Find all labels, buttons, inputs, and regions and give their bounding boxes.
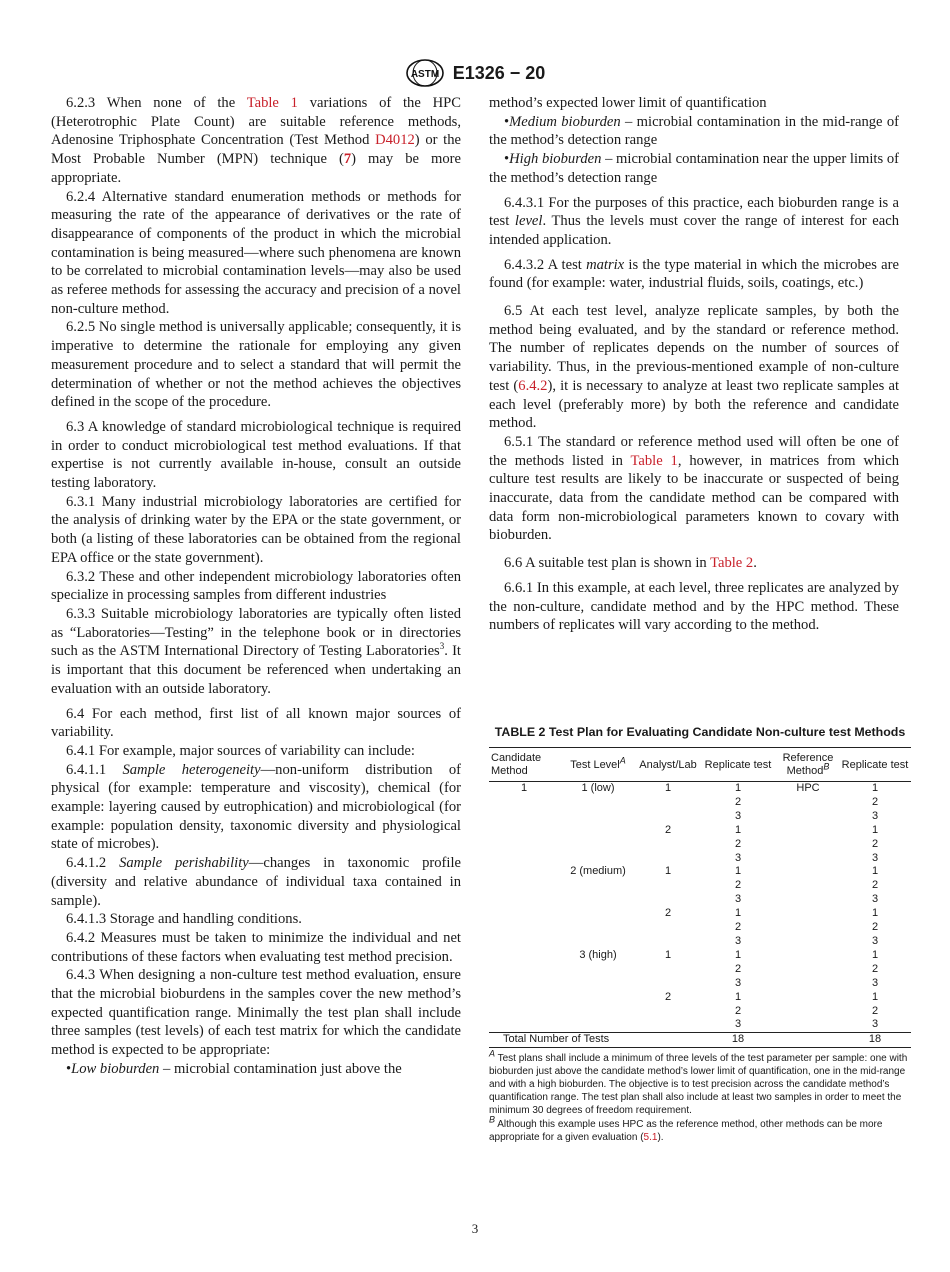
para-6-6-1: 6.6.1 In this example, at each level, three replicates are analyzed by the non-culture, candidate method and by the HPC method. These numbers of replicates will vary according to the method.: [489, 579, 899, 634]
table-total-row: [489, 1033, 911, 1048]
para-6-4-2: 6.4.2 Measures must be taken to minimize the individual and net contributions of these factors when evaluating test method precision.: [51, 929, 461, 965]
cell-candidate: [489, 991, 559, 1005]
table-row: [489, 796, 911, 810]
test-plan-table: [489, 747, 911, 1048]
cell-test-level: [559, 963, 637, 977]
cell-reference: [777, 991, 839, 1005]
cell-replicate-2: 2: [871, 1004, 879, 1017]
bullet-low-bioburden-cont: method’s expected lower limit of quantification: [489, 95, 767, 111]
header-replicate-test: Replicate test: [699, 748, 777, 782]
cell-test-level: [559, 838, 637, 852]
cell-replicate-2: 3: [871, 893, 879, 906]
total-reference: 18: [839, 1033, 911, 1048]
table-row: [489, 893, 911, 907]
cell-test-level: 1 (low): [581, 782, 615, 794]
table-2-title: TABLE 2 Test Plan for Evaluating Candidate Non-culture test Methods: [494, 725, 906, 739]
para-6-4-3: 6.4.3 When designing a non-culture test method evaluation, ensure that the microbial bioburdens in the samples cover the new method’s expected quantification range. Minimally the test plan shall include three samples (test levels) of each test matrix for which the candidate method is expected to be appropriate:: [51, 967, 461, 1059]
footnote-a: $^A$ Test plans shall include a minimum of three levels of the test parameter per sample: one with bioburden just above the candidate method’s lower limit of quantification, one in the mid-range and with a high bioburden. The objective is to test precision across the candidate method’s quantification range. The test plan shall also include at least two samples in order to meet the minimum 30 degrees of freedom requirement.: [489, 1048, 908, 1117]
cell-candidate: [489, 963, 559, 977]
table-row: [489, 782, 911, 796]
cell-candidate: [489, 852, 559, 866]
cell-analyst: [637, 977, 699, 991]
cell-test-level: [559, 879, 637, 893]
cell-replicate-2: 2: [871, 962, 879, 975]
cell-test-level: [559, 1018, 637, 1032]
cell-replicate: 1: [734, 907, 742, 920]
header-candidate-method: Candidate Method: [489, 748, 559, 782]
table-2: [489, 725, 911, 1145]
cell-replicate-2: 1: [871, 948, 879, 961]
table-row: [489, 949, 911, 963]
cell-test-level: [559, 1005, 637, 1019]
header-reference-method: Reference Method$^B$: [777, 748, 839, 782]
cell-analyst: 1: [664, 865, 672, 878]
cell-replicate: 1: [734, 782, 742, 794]
cell-replicate: 1: [734, 948, 742, 961]
page-header: [0, 58, 950, 88]
cell-candidate: [489, 949, 559, 963]
cell-reference: [777, 1005, 839, 1019]
bullet-medium-bioburden: •Medium bioburden – microbial contamination in the mid-range of the method’s detection range: [489, 113, 900, 149]
cell-candidate: [489, 810, 559, 824]
cell-analyst: 2: [664, 990, 672, 1003]
table-row: [489, 838, 911, 852]
cell-replicate: 1: [734, 865, 742, 878]
footnote-b: $^B$ Although this example uses HPC as the reference method, other methods can be more appropriate for a given evaluation (5.1).: [489, 1114, 883, 1144]
para-6-5-1: 6.5.1 The standard or reference method used will often be one of the methods listed in Table 1, however, in matrices from which culture test results are likely to be inaccurate or suspected of being inaccurate, data from the candidate method can be compared with data form non-microbiological parameters known to covary with bioburden.: [489, 433, 899, 544]
cell-replicate-2: 3: [871, 1018, 879, 1031]
cell-replicate-2: 3: [871, 809, 879, 822]
header-analyst-lab: Analyst/Lab: [637, 748, 699, 782]
cell-reference: HPC: [796, 782, 820, 794]
cell-test-level: 2 (medium): [570, 865, 626, 878]
cell-replicate-2: 1: [871, 823, 879, 836]
cell-test-level: [559, 907, 637, 921]
cell-reference: [777, 893, 839, 907]
cell-analyst: [637, 893, 699, 907]
cell-test-level: [559, 796, 637, 810]
table-footnotes: [489, 1048, 911, 1144]
cell-replicate: 3: [734, 976, 742, 989]
para-6-3-2: 6.3.2 These and other independent microbiology laboratories often specialize in processing samples from different industries: [51, 568, 461, 604]
cell-reference: [777, 824, 839, 838]
cell-replicate: 2: [734, 962, 742, 975]
cell-replicate-2: 2: [871, 795, 879, 808]
cell-reference: [777, 949, 839, 963]
cell-replicate: 2: [734, 795, 742, 808]
cell-candidate: [489, 865, 559, 879]
cell-analyst: [637, 796, 699, 810]
table-header-row: [489, 748, 911, 782]
para-6-4-1-3: 6.4.1.3 Storage and handling conditions.: [66, 911, 302, 928]
table-1-link[interactable]: Table 1: [246, 95, 298, 111]
cell-reference: [777, 865, 839, 879]
total-label: Total Number of Tests: [489, 1033, 699, 1048]
cell-analyst: [637, 838, 699, 852]
cell-replicate-2: 3: [871, 976, 879, 989]
cell-replicate-2: 2: [871, 837, 879, 850]
cell-reference: [777, 977, 839, 991]
cell-analyst: 1: [664, 948, 672, 961]
para-6-4-1-1: 6.4.1.1 Sample heterogeneity—non-uniform distribution of physical (for example: temperature and viscosity), chemical (for example: layering caused by eutrophication) and microbiological (for example: population density, taxonomic diversity and physiological state of microbes).: [51, 761, 461, 853]
para-6-3-1: 6.3.1 Many industrial microbiology laboratories are certified for the analysis of drinking water by the EPA or the state government, or both (a listing of these laboratories can be obtained from the regional EPA office or the state government).: [51, 493, 461, 566]
para-6-4-1-2: 6.4.1.2 Sample perishability—changes in taxonomic profile (diversity and relative abundance of individual taxa contained in sample).: [51, 855, 461, 909]
table-row: [489, 824, 911, 838]
cell-replicate: 3: [734, 809, 742, 822]
cell-replicate: 1: [734, 990, 742, 1003]
cell-reference: [777, 879, 839, 893]
cell-replicate-2: 1: [871, 865, 879, 878]
cell-reference: [777, 1018, 839, 1032]
table-row: [489, 879, 911, 893]
cell-analyst: [637, 852, 699, 866]
page-number: 3: [471, 1221, 479, 1236]
bullet-low-bioburden: •Low bioburden – microbial contamination just above the: [66, 1060, 402, 1077]
cell-replicate-2: 2: [871, 921, 879, 934]
bullet-high-bioburden: •High bioburden – microbial contamination near the upper limits of the method’s detection range: [489, 151, 899, 186]
cell-candidate: [489, 921, 559, 935]
cell-replicate: 2: [734, 921, 742, 934]
footnote-3-marker: 3: [439, 641, 445, 652]
table-row: [489, 1005, 911, 1019]
cell-test-level: [559, 935, 637, 949]
cell-candidate: [489, 796, 559, 810]
cell-replicate: 2: [734, 879, 742, 892]
cell-candidate: [489, 907, 559, 921]
table-row: [489, 977, 911, 991]
cell-analyst: [637, 1018, 699, 1032]
table-row: [489, 810, 911, 824]
cell-candidate: [489, 1018, 559, 1032]
cell-replicate-2: 3: [871, 934, 879, 947]
cell-test-level: [559, 810, 637, 824]
cell-replicate: 3: [734, 934, 742, 947]
header-replicate-test-2: Replicate test: [839, 748, 911, 782]
cell-test-level: [559, 977, 637, 991]
table-row: [489, 991, 911, 1005]
para-6-2-4: 6.2.4 Alternative standard enumeration methods or methods for measuring the rate of the appearance of derivatives or the rate of disappearance of components of the product in which the microbial contamination is being measured—where such phenomena are known to be correlated to microbial contamination levels—may also be used as referee methods for assessing the accuracy and precision of a novel non-culture method.: [51, 188, 461, 317]
cell-test-level: 3 (high): [579, 948, 617, 961]
cell-reference: [777, 796, 839, 810]
cell-candidate: [489, 1005, 559, 1019]
para-6-3-3: 6.3.3 Suitable microbiology laboratories are typically often listed as “Laboratories—Testing” in the telephone book or in directories such as the ASTM International Directory of Testing Laboratories$^3$. It is important that this document be referenced when undertaking an evaluation with an outside laboratory.: [51, 605, 461, 697]
cell-candidate: [489, 879, 559, 893]
cell-analyst: 2: [664, 907, 672, 920]
cell-candidate: [489, 824, 559, 838]
cell-replicate-2: 2: [871, 879, 879, 892]
cell-test-level: [559, 921, 637, 935]
table-2-link[interactable]: Table 2: [710, 555, 754, 572]
right-column: [489, 94, 899, 635]
table-row: [489, 852, 911, 866]
cell-candidate: [489, 838, 559, 852]
cell-test-level: [559, 824, 637, 838]
cell-reference: [777, 810, 839, 824]
cell-replicate: 2: [734, 837, 742, 850]
cell-reference: [777, 852, 839, 866]
table-row: [489, 935, 911, 949]
table-row: [489, 963, 911, 977]
section-5-1-link[interactable]: 5.1: [643, 1132, 658, 1144]
cell-analyst: [637, 1005, 699, 1019]
cell-reference: [777, 963, 839, 977]
cell-analyst: [637, 921, 699, 935]
para-6-6: 6.6 A suitable test plan is shown in Table 2.: [504, 555, 757, 572]
cell-reference: [777, 838, 839, 852]
para-6-3: 6.3 A knowledge of standard microbiological technique is required in order to conduct microbiological test method evaluations. If that expertise is not currently available in-house, consult an outside testing laboratory.: [51, 418, 461, 492]
table-row: [489, 865, 911, 879]
table-row: [489, 1018, 911, 1032]
cell-analyst: 1: [664, 782, 672, 794]
cell-reference: [777, 935, 839, 949]
cell-test-level: [559, 893, 637, 907]
ref-7-link[interactable]: 7: [343, 151, 352, 168]
standard-designation: E1326 − 20: [452, 62, 546, 83]
table-body: [489, 782, 911, 1048]
header-test-level: Test Level$^A$: [559, 748, 637, 782]
cell-replicate-2: 1: [871, 907, 879, 920]
cell-replicate-2: 1: [871, 782, 879, 794]
cell-analyst: [637, 963, 699, 977]
section-6-4-2-link[interactable]: 6.4.2: [518, 377, 548, 394]
cell-analyst: [637, 879, 699, 893]
cell-replicate: 1: [734, 823, 742, 836]
cell-candidate: [489, 977, 559, 991]
cell-test-level: [559, 991, 637, 1005]
para-6-4: 6.4 For each method, first list of all known major sources of variability.: [51, 705, 461, 741]
cell-replicate-2: 3: [871, 851, 879, 864]
cell-test-level: [559, 852, 637, 866]
para-6-4-3-2: 6.4.3.2 A test matrix is the type material in which the microbes are found (for example: water, industrial fluids, soils, coatings, etc.): [489, 256, 899, 292]
cell-analyst: 2: [664, 823, 672, 836]
astm-logo-text: ASTM: [410, 69, 439, 80]
cell-replicate: 2: [734, 1004, 742, 1017]
table-1-link-2[interactable]: Table 1: [630, 452, 678, 469]
table-row: [489, 907, 911, 921]
cell-replicate: 3: [734, 851, 742, 864]
para-6-5: 6.5 At each test level, analyze replicate samples, by both the method being evaluated, and by the standard or reference method. The number of replicates depends on the number of sources of variability. Thus, in the previous-mentioned example of non-culture test (6.4.2), it is necessary to analyze at least two replicate samples at each level (preferably more) by both the reference and candidate method.: [489, 303, 900, 432]
cell-analyst: [637, 935, 699, 949]
cell-reference: [777, 907, 839, 921]
para-6-2-3: 6.2.3 When none of the Table 1 variations of the HPC (Heterotrophic Plate Count) are suitable reference methods, Adenosine Triphosphate Concentration (Test Method D4012) or the Most Probable Number (MPN) technique (7) may be more appropriate.: [51, 95, 461, 186]
para-6-4-1: 6.4.1 For example, major sources of variability can include:: [66, 742, 415, 759]
cell-candidate: [489, 935, 559, 949]
cell-analyst: [637, 810, 699, 824]
left-column: [51, 94, 461, 1079]
astm-logo: [405, 58, 445, 88]
table-row: [489, 921, 911, 935]
cell-replicate-2: 1: [871, 990, 879, 1003]
d4012-link[interactable]: D4012: [375, 132, 415, 149]
para-6-2-5: 6.2.5 No single method is universally applicable; consequently, it is imperative to determine the rationale for employing any given measurement procedure and to select a standard that will permit the determination of whether or not the method achieves the objectives defined in the scope of the procedure.: [51, 319, 461, 411]
para-6-4-3-1: 6.4.3.1 For the purposes of this practice, each bioburden range is a test level. Thus the levels must cover the range of interest for each intended application.: [489, 194, 899, 248]
total-candidate: 18: [699, 1033, 777, 1048]
cell-replicate: 3: [734, 893, 742, 906]
cell-candidate: [489, 893, 559, 907]
cell-reference: [777, 921, 839, 935]
cell-replicate: 3: [734, 1018, 742, 1031]
cell-candidate: 1: [520, 782, 528, 794]
